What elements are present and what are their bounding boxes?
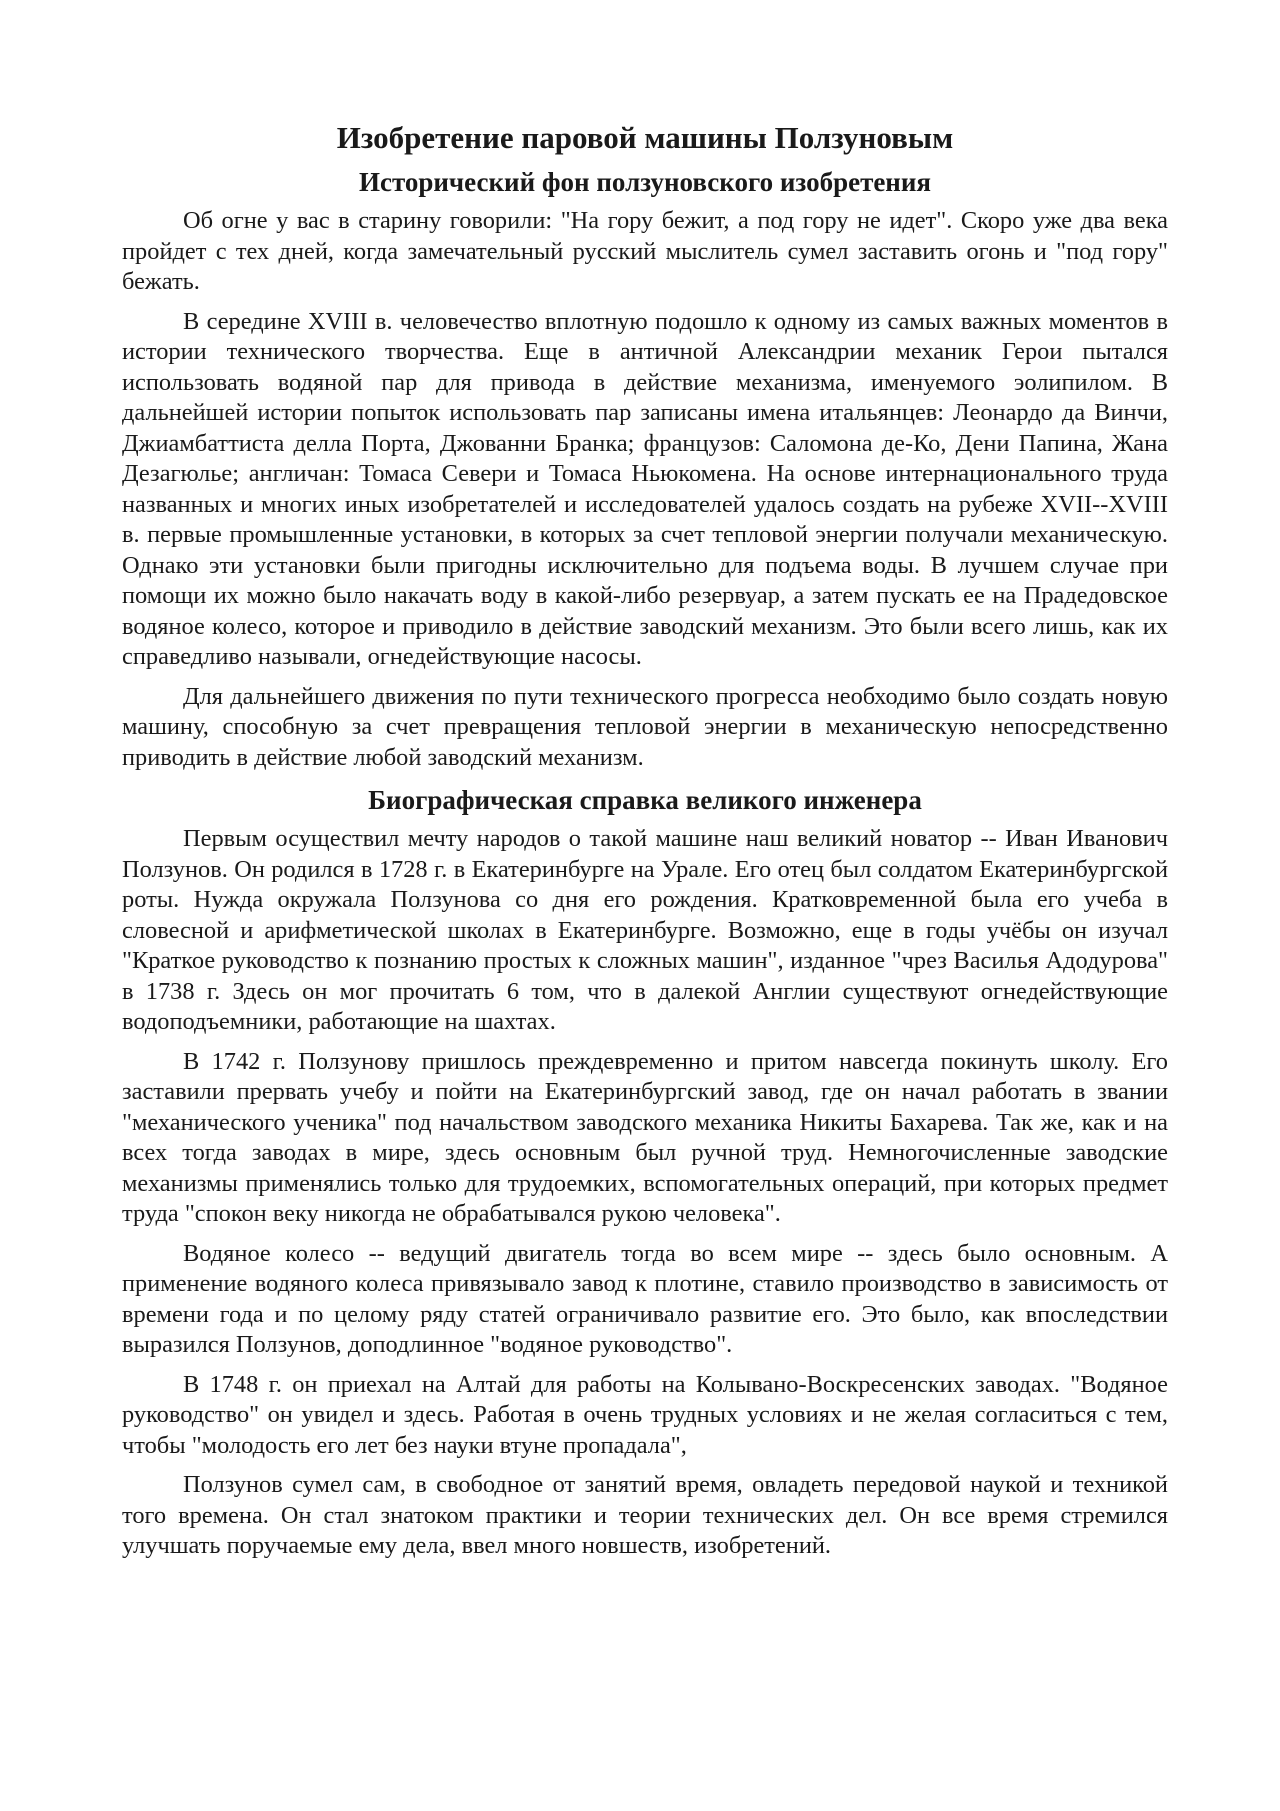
section-heading-historical-background: Исторический фон ползуновского изобретения	[358, 167, 932, 197]
paragraph: В середине XVIII в. человечество вплотную подошло к одному из самых важных моментов в истории технического творчества. Еще в античной Александрии механик Герои пытался использовать водяной пар для привода в действие механизма, именуемого эолипилом. В дальнейшей истории попыток использовать пар записаны имена итальянцев: Леонардо да Винчи, Джиамбаттиста делла Порта, Джованни Бранка; французов: Саломона де-Ко, Дени Папина, Жана Дезагюлье; англичан: Томаса Севери и Томаса Ньюкомена. На основе интернационального труда названных и многих иных изобретателей и исследователей удалось создать на рубеже XVII--XVIII в. первые промышленные установки, в которых за счет тепловой энергии получали механическую. Однако эти установки были пригодны исключительно для подъема воды. В лучшем случае при помощи их можно было накачать воду в какой-либо резервуар, а затем пускать ее на Прадедовское водяное колесо, которое и приводило в действие заводский механизм. Это были всего лишь, как их справедливо называли, огнедействующие насосы.	[122, 307, 1168, 670]
section-heading-biography: Биографическая справка великого инженера	[368, 785, 922, 815]
document-page	[122, 118, 1168, 1571]
paragraph: Водяное колесо -- ведущий двигатель тогда во всем мире -- здесь было основным. А применение водяного колеса привязывало завод к плотине, ставило производство в зависимость от времени года и по целому ряду статей ограничивало развитие его. Это было, как впоследствии выразился Ползунов, доподлинное "водяное руководство".	[122, 1239, 1168, 1358]
document-title: Изобретение паровой машины Ползуновым	[336, 120, 954, 155]
paragraph: Первым осуществил мечту народов о такой машине наш великий новатор -- Иван Иванович Ползунов. Он родился в 1728 г. в Екатеринбурге на Урале. Его отец был солдатом Екатеринбургской роты. Нужда окружала Ползунова со дня его рождения. Кратковременной была его учеба в словесной и арифметической школах в Екатеринбурге. Возможно, еще в годы учёбы он изучал "Краткое руководство к познанию простых к сложных машин", изданное "чрез Василья Адодурова" в 1738 г. Здесь он мог прочитать 6 том, что в далекой Англии существуют огнедействующие водоподъемники, работающие на шахтах.	[122, 825, 1168, 1035]
paragraph: Об огне у вас в старину говорили: "На гору бежит, а под гору не идет". Скоро уже два века пройдет с тех дней, когда замечательный русский мыслитель сумел заставить огонь и "под гору" бежать.	[122, 207, 1168, 295]
paragraph: В 1742 г. Ползунову пришлось преждевременно и притом навсегда покинуть школу. Его заставили прервать учебу и пойти на Екатеринбургский завод, где он начал работать в звании "механического ученика" под начальством заводского механика Никиты Бахарева. Так же, как и на всех тогда заводах в мире, здесь основным был ручной труд. Немногочисленные заводские механизмы применялись только для трудоемких, вспомогательных операций, при которых предмет труда "спокон веку никогда не обрабатывался рукою человека".	[122, 1047, 1168, 1227]
paragraph: Ползунов сумел сам, в свободное от занятий время, овладеть передовой наукой и техникой того времена. Он стал знатоком практики и теории технических дел. Он все время стремился улучшать поручаемые ему дела, ввел много новшеств, изобретений.	[122, 1471, 1168, 1559]
paragraph: Для дальнейшего движения по пути технического прогресса необходимо было создать новую машину, способную за счет превращения тепловой энергии в механическую непосредственно приводить в действие любой заводский механизм.	[122, 682, 1168, 771]
paragraph: В 1748 г. он приехал на Алтай для работы на Колывано-Воскресенских заводах. "Водяное руководство" он увидел и здесь. Работая в очень трудных условиях и не желая согласиться с тем, чтобы "молодость его лет без науки втуне пропадала",	[122, 1370, 1168, 1459]
